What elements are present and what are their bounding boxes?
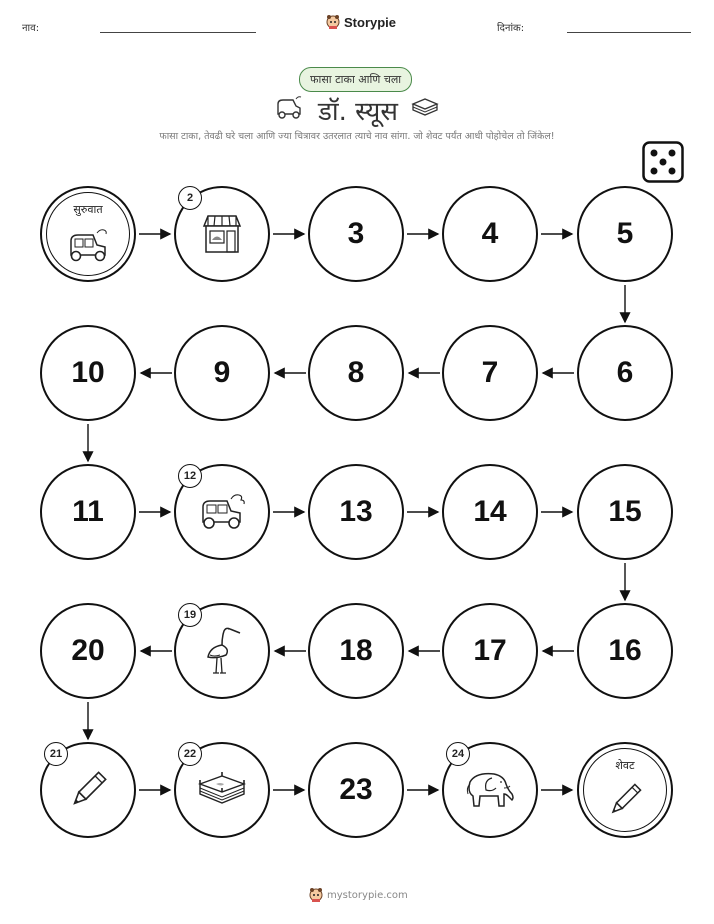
storypie-mascot-icon <box>309 887 323 903</box>
board-cell-3[interactable] <box>308 186 404 282</box>
cell-number: 10 <box>71 356 105 389</box>
board-cell-20[interactable] <box>40 603 136 699</box>
cell-number: 5 <box>616 217 634 250</box>
board-cell-15[interactable] <box>577 464 673 560</box>
cell-number: 11 <box>72 495 104 528</box>
board-cell-2[interactable] <box>174 186 270 282</box>
board-cell-22[interactable] <box>174 742 270 838</box>
board-cell-18[interactable] <box>308 603 404 699</box>
cell-number: 14 <box>473 495 507 528</box>
cell-number: 8 <box>347 356 365 389</box>
rickshaw-icon <box>65 227 111 263</box>
board-cell-19[interactable] <box>174 603 270 699</box>
rickshaw-icon <box>197 492 247 532</box>
cell-number-badge: 19 <box>178 603 202 627</box>
cell-number: 4 <box>481 217 499 250</box>
cell-number: 16 <box>608 634 642 667</box>
board-cell-4[interactable] <box>442 186 538 282</box>
board-cell-10[interactable] <box>40 325 136 421</box>
cell-number: 18 <box>339 634 373 667</box>
board-cell-13[interactable] <box>308 464 404 560</box>
ring-icon <box>196 770 248 810</box>
cell-number-badge: 12 <box>178 464 202 488</box>
cell-number-badge: 24 <box>446 742 470 766</box>
cell-number: 6 <box>616 356 634 389</box>
board-cell-8[interactable] <box>308 325 404 421</box>
cell-number: 3 <box>347 217 365 250</box>
board-cell-24[interactable] <box>442 742 538 838</box>
end-label: शेवट <box>615 759 635 772</box>
board-cell-7[interactable] <box>442 325 538 421</box>
pencil-icon <box>605 780 645 820</box>
shop-icon <box>198 210 246 258</box>
cell-number: 15 <box>608 495 642 528</box>
page-title: डॉ. स्यूस <box>318 97 398 127</box>
cell-number-badge: 21 <box>44 742 68 766</box>
board-cell-11[interactable] <box>40 464 136 560</box>
name-label: नाव: <box>22 23 40 34</box>
date-label: दिनांक: <box>497 23 525 34</box>
start-label: सुरुवात <box>73 203 103 216</box>
board-cell-12[interactable] <box>174 464 270 560</box>
cell-number-badge: 2 <box>178 186 202 210</box>
start-cell[interactable] <box>40 186 136 282</box>
cell-number: 17 <box>473 634 507 667</box>
cell-number: 9 <box>213 356 231 389</box>
board-cell-14[interactable] <box>442 464 538 560</box>
cell-number: 7 <box>481 356 499 389</box>
instructions: फासा टाका, तेवढी घरे चला आणि ज्या चित्रावर उतरलात त्याचे नाव सांगा. जो शेवट पर्यंत आधी पोहोचेल तो जिंकेल! <box>159 131 555 142</box>
game-type-pill: फासा टाका आणि चला <box>299 67 412 92</box>
board-cell-16[interactable] <box>577 603 673 699</box>
cell-number: 23 <box>339 773 373 806</box>
brand-name: Storypie <box>344 14 397 30</box>
board-cell-5[interactable] <box>577 186 673 282</box>
end-cell[interactable] <box>577 742 673 838</box>
board-cell-17[interactable] <box>442 603 538 699</box>
footer-site[interactable]: mystorypie.com <box>327 889 408 901</box>
pencil-icon <box>66 768 110 812</box>
board-cell-9[interactable] <box>174 325 270 421</box>
board-cell-23[interactable] <box>308 742 404 838</box>
board-cell-6[interactable] <box>577 325 673 421</box>
cell-number: 20 <box>71 634 105 667</box>
board-cell-21[interactable] <box>40 742 136 838</box>
stork-icon <box>202 623 242 679</box>
elephant-icon <box>462 768 518 812</box>
cell-number-badge: 22 <box>178 742 202 766</box>
cell-number: 13 <box>339 495 373 528</box>
footer <box>309 887 408 903</box>
